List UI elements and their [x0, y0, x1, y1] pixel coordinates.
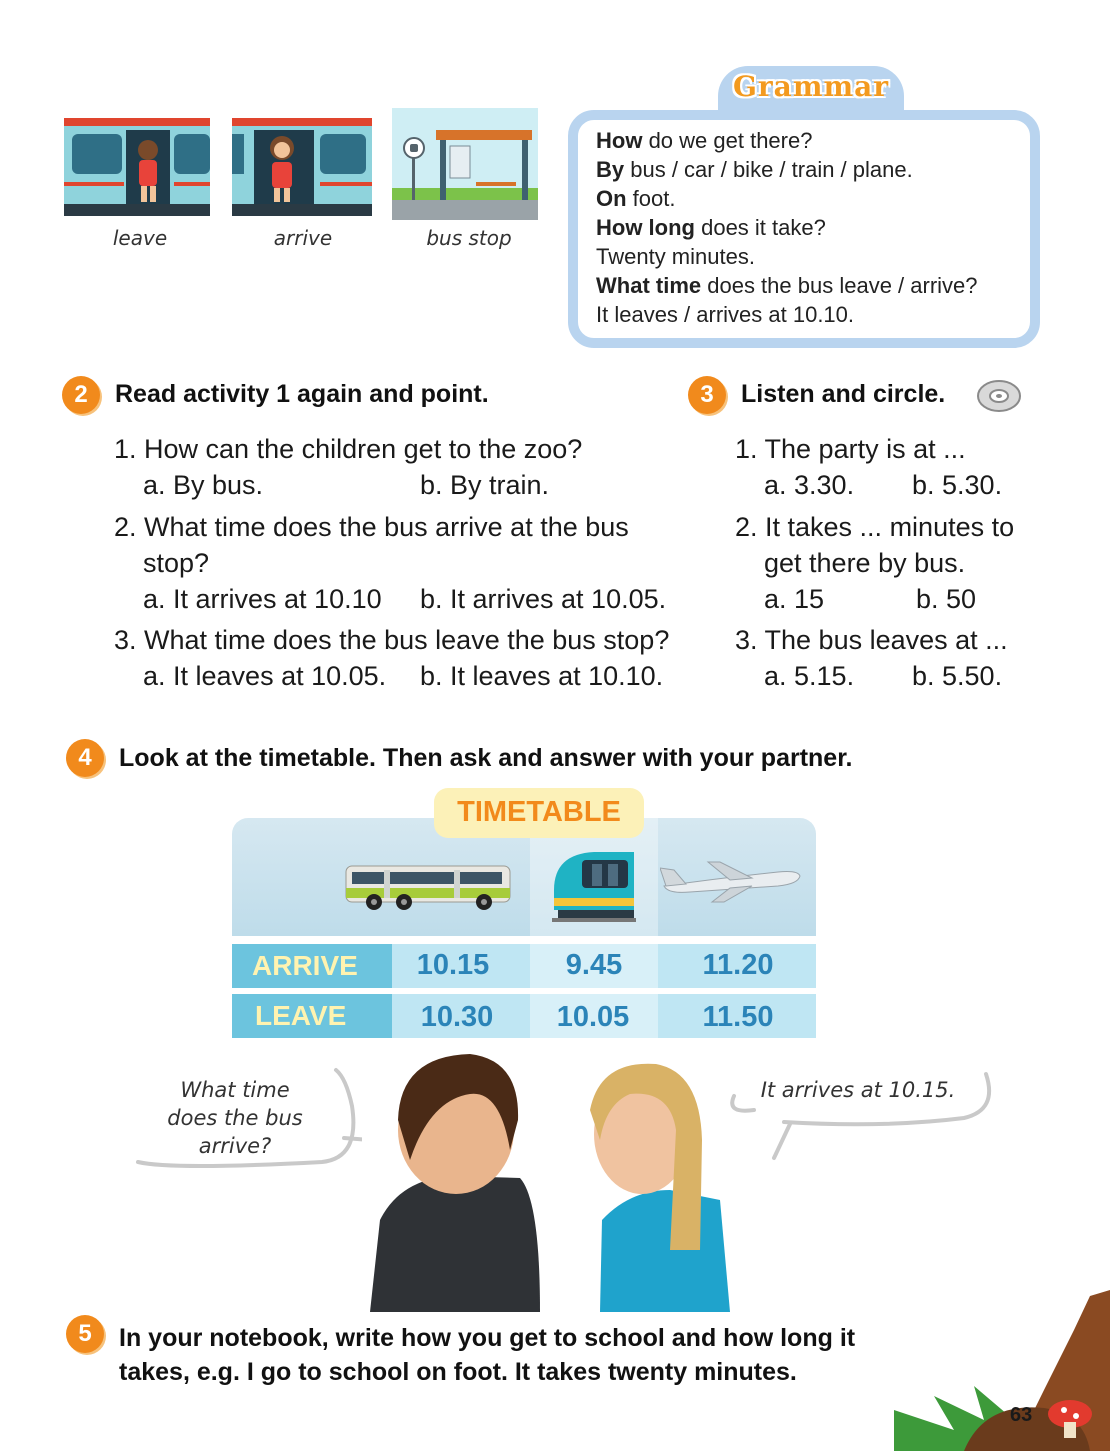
grammar-text: bus / car / bike / train / plane.	[624, 157, 913, 182]
grammar-line	[596, 273, 978, 299]
grammar-line	[596, 157, 913, 183]
timetable-arrive-plane: 11.20	[702, 949, 774, 981]
activity-3-q3-a: a. 5.15.	[764, 661, 855, 691]
activity-2-q3-a: a. It leaves at 10.05.	[143, 661, 387, 691]
speech-bubble-left-line-1: What time	[180, 1078, 290, 1102]
grammar-line	[596, 244, 755, 270]
grammar-keyword: By	[596, 157, 625, 182]
timetable-leave-plane: 11.50	[702, 1001, 774, 1033]
activity-3-number: 3	[688, 376, 726, 414]
grammar-keyword: How	[596, 128, 643, 153]
grammar-text: do we get there?	[642, 128, 813, 153]
activity-2-heading: Read activity 1 again and point.	[115, 380, 489, 408]
timetable-title: TIMETABLE	[457, 796, 621, 828]
vocab-picture-arrive	[232, 108, 372, 222]
page-number: 63	[1010, 1404, 1033, 1426]
activity-3-q3-b: b. 5.50.	[912, 661, 1003, 691]
grammar-line	[596, 302, 854, 328]
grammar-text: Twenty minutes.	[596, 244, 755, 269]
speech-bubble-right-text: It arrives at 10.15.	[760, 1078, 956, 1102]
activity-3-q2: 2. It takes ... minutes to	[735, 512, 1015, 542]
grammar-line	[596, 186, 675, 212]
activity-4-number: 4	[66, 739, 104, 777]
timetable-arrive-bus: 10.15	[416, 949, 490, 981]
grammar-text: does the bus leave / arrive?	[701, 273, 978, 298]
activity-5-line-1: In your notebook, write how you get to school and how long it	[119, 1324, 856, 1352]
timetable-arrive-train: 9.45	[565, 949, 623, 981]
activity-3-q2-a: a. 15	[764, 584, 825, 614]
vocab-picture-bus-stop	[392, 108, 538, 224]
activity-2-q2: 2. What time does the bus arrive at the bus	[114, 512, 629, 542]
grammar-text: It leaves / arrives at 10.10.	[596, 302, 855, 327]
grammar-text: does it take?	[694, 215, 826, 240]
activity-3-q3: 3. The bus leaves at ...	[735, 625, 1008, 655]
train-icon	[548, 846, 640, 930]
children-photo	[370, 1050, 730, 1312]
activity-4-heading: Look at the timetable. Then ask and answer with your partner.	[119, 744, 853, 772]
grammar-keyword: How long	[596, 215, 695, 240]
activity-5-line-2: takes, e.g. I go to school on foot. It takes twenty minutes.	[119, 1358, 797, 1386]
activity-2-number: 2	[62, 376, 100, 414]
activity-2-q1-b: b. By train.	[420, 470, 550, 500]
cd-icon	[976, 378, 1022, 418]
activity-3-q2-b: b. 50	[916, 584, 977, 614]
speech-bubble-left-line-3: arrive?	[198, 1134, 272, 1158]
activity-3-q1-b: b. 5.30.	[912, 470, 1003, 500]
activity-2-q2-b: b. It arrives at 10.05.	[420, 584, 667, 614]
grammar-text: foot.	[626, 186, 676, 211]
vocab-picture-leave	[64, 108, 210, 222]
timetable-label-leave: LEAVE	[255, 1000, 347, 1031]
vocab-caption-arrive: arrive	[273, 226, 333, 250]
activity-3-q1-a: a. 3.30.	[764, 470, 855, 500]
activity-3-q2-cont: get there by bus.	[764, 548, 966, 578]
activity-2-q3-b: b. It leaves at 10.10.	[420, 661, 664, 691]
activity-3-q1: 1. The party is at ...	[735, 434, 966, 464]
vocab-caption-leave: leave	[112, 226, 168, 250]
speech-bubble-left-line-2: does the bus	[167, 1106, 303, 1130]
grammar-title: Grammar	[733, 70, 889, 103]
grammar-keyword: On	[596, 186, 627, 211]
bus-icon	[344, 862, 512, 916]
activity-2-q3: 3. What time does the bus leave the bus stop?	[114, 625, 670, 655]
activity-5-number: 5	[66, 1315, 104, 1353]
activity-2-q1: 1. How can the children get to the zoo?	[114, 434, 583, 464]
activity-2-q2-cont: stop?	[143, 548, 210, 578]
plane-icon	[660, 856, 802, 908]
timetable-label-arrive: ARRIVE	[252, 950, 358, 981]
timetable-leave-train: 10.05	[556, 1001, 630, 1033]
vocab-caption-bus-stop: bus stop	[426, 226, 512, 250]
activity-2-q1-a: a. By bus.	[143, 470, 264, 500]
corner-decoration	[894, 1290, 1110, 1451]
grammar-keyword: What time	[596, 273, 702, 298]
timetable-leave-bus: 10.30	[420, 1001, 494, 1033]
grammar-line	[596, 215, 826, 241]
activity-3-heading: Listen and circle.	[741, 380, 946, 408]
grammar-line	[596, 128, 812, 154]
activity-2-q2-a: a. It arrives at 10.10	[143, 584, 382, 614]
